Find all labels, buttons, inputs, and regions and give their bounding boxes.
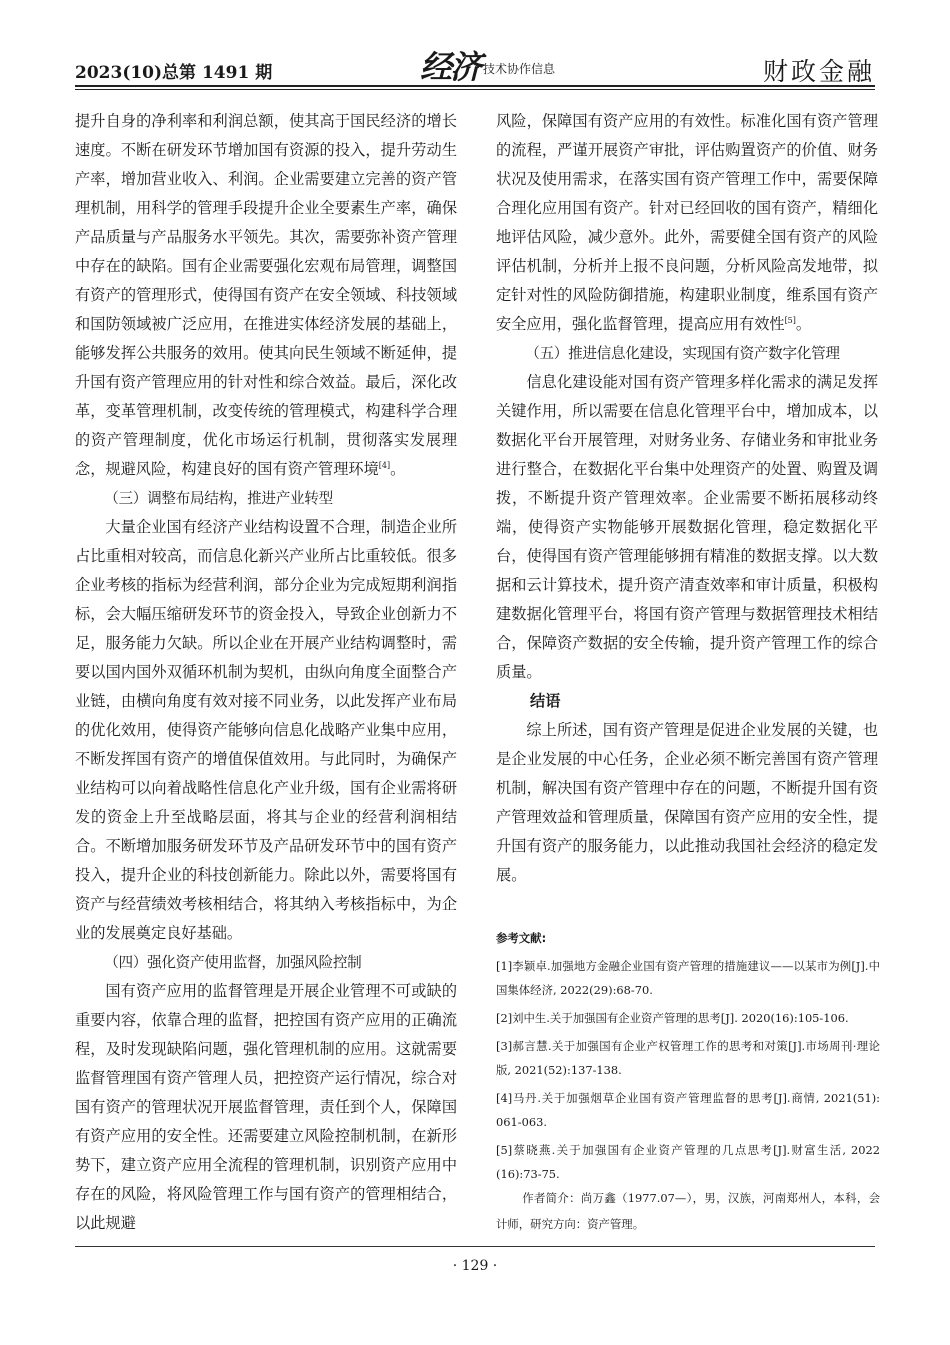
citation: [4] (378, 460, 391, 470)
footer-rule (75, 1246, 875, 1247)
paragraph: 国有资产应用的监督管理是开展企业管理不可或缺的重要内容，依靠合理的监督，把控国有资产应用的正确流程，及时发现缺陷问题，强化管理机制的应用。这就需要监督管理国有资产管理人员，把控资产运行情况，综合对国有资产的管理状况开展监督管理，责任到个人，保障国有资产应用的安全性。还需要建立风险控制机制，在新形势下，建立资产应用全流程的管理机制，识别资产应用中存在的风险，将风险管理工作与国有资产的管理相结合，以此规避 (75, 982, 457, 1232)
issue-label: 2023(10)总第 1491 期 (75, 63, 273, 83)
conclusion-heading: 结语 (530, 692, 561, 710)
page-number: · 129 · (452, 1258, 498, 1274)
author-note: 作者简介：尚万鑫（1977.07—），男，汉族，河南郑州人，本科，会计师，研究方向：资产管理。 (496, 1191, 880, 1231)
journal-logo: 经济 (420, 48, 481, 86)
page-header (75, 38, 875, 88)
left-column (75, 107, 457, 1238)
section-heading-5: （五）推进信息化建设，实现国有资产数字化管理 (525, 345, 840, 362)
paragraph: 提升自身的净利率和利润总额，使其高于国民经济的增长速度。不断在研发环节增加国有资源的投入，提升劳动生产率，增加营业收入、利润。企业需要建立完善的资产管理机制，用科学的管理手段提升企业全要素生产率，确保产品质量与产品服务水平领先。其次，需要弥补资产管理中存在的缺陷。国有企业需要强化宏观布局管理，调整国有资产的管理形式，使得国有资产在安全领域、科技领域和国防领域被广泛应用，在推进实体经济发展的基础上，能够发挥公共服务的效用。使其向民生领域不断延伸，提升国有资产管理应用的针对性和综合效益。最后，深化改革，变革管理机制，改变传统的管理模式，构建科学合理的资产管理制度，优化市场运行机制，贯彻落实发展理念，规避风险，构建良好的国有资产管理环境[4]。 (75, 112, 457, 478)
journal-subtitle: 技术协作信息 (483, 62, 556, 76)
paragraph: 大量企业国有经济产业结构设置不合理，制造企业所占比重相对较高，而信息化新兴产业所占比重较低。很多企业考核的指标为经营利润，部分企业为完成短期利润指标，会大幅压缩研发环节的资金投入，导致企业创新力不足，服务能力欠缺。所以企业在开展产业结构调整时，需要以国内国外双循环机制为契机，由纵向角度全面整合产业链，由横向角度有效对接不同业务，以此发挥产业布局的优化效用，使得资产能够向信息化战略产业集中应用，不断发挥国有资产的增值保值效用。与此同时，为确保产业结构可以向着战略性信息化产业升级，国有企业需将研发的资金上升至战略层面，将其与企业的经营利润相结合。不断增加服务研发环节及产品研发环节中的国有资产投入，提升企业的科技创新能力。除此以外，需要将国有资产与经营绩效考核相结合，将其纳入考核指标中，为企业的发展奠定良好基础。 (75, 518, 457, 942)
reference-item: [1]李颖卓.加强地方金融企业国有资产管理的措施建议——以某市为例[J].中国集体经济, 2022(29):68-70. (496, 959, 880, 997)
right-column (496, 107, 878, 890)
reference-item: [2]刘中生.关于加强国有企业资产管理的思考[J]. 2020(16):105-106. (496, 1011, 849, 1025)
section-heading-3: （三）调整布局结构，推进产业转型 (104, 490, 333, 507)
section-title: 财政金融 (762, 57, 875, 86)
reference-item: [5]蔡晓燕.关于加强国有企业资产管理的几点思考[J].财富生活, 2022 (16):73-75. (496, 1143, 880, 1181)
references (496, 926, 880, 1190)
citation: [5] (784, 315, 796, 325)
reference-item: [4]马丹.关于加强烟草企业国有资产管理监督的思考[J].商情, 2021(51): 061-063. (496, 1091, 880, 1129)
paragraph: 风险，保障国有资产应用的有效性。标准化国有资产管理的流程，严谨开展资产审批，评估购置资产的价值、财务状况及使用需求，在落实国有资产管理工作中，需要保障合理化应用国有资产。针对已经回收的国有资产，精细化地评估风险，减少意外。此外，需要健全国有资产的风险评估机制，分析并上报不良问题，分析风险高发地带，拟定针对性的风险防御措施，构建职业制度，维系国有资产安全应用，强化监督管理，提高应用有效性[5]。 (496, 112, 878, 333)
section-heading-4: （四）强化资产使用监督，加强风险控制 (104, 954, 362, 971)
paragraph: 信息化建设能对国有资产管理多样化需求的满足发挥关键作用，所以需要在信息化管理平台中，增加成本，以数据化平台开展管理，对财务业务、存储业务和审批业务进行整合，在数据化平台集中处理资产的处置、购置及调拨，不断提升资产管理效率。企业需要不断拓展移动终端，使得资产实物能够开展数据化管理，稳定数据化平台，使得国有资产管理能够拥有精准的数据支撑。以大数据和云计算技术，提升资产清查效率和审计质量，积极构建数据化管理平台，将国有资产管理与数据管理技术相结合，保障资产数据的安全传输，提升资产管理工作的综合质量。 (496, 373, 878, 681)
paragraph: 综上所述，国有资产管理是促进企业发展的关键，也是企业发展的中心任务，企业必须不断完善国有资产管理机制，解决国有资产管理中存在的问题，不断提升国有资产管理效益和管理质量，保障国有资产应用的安全性，提升国有资产的服务能力，以此推动我国社会经济的稳定发展。 (496, 721, 878, 884)
header-rule (75, 85, 875, 87)
references-title: 参考文献: (496, 931, 547, 945)
header-rule-thin (75, 89, 875, 90)
reference-item: [3]郝言慧.关于加强国有企业产权管理工作的思考和对策[J].市场周刊·理论版, 2021(52):137-138. (496, 1039, 880, 1077)
